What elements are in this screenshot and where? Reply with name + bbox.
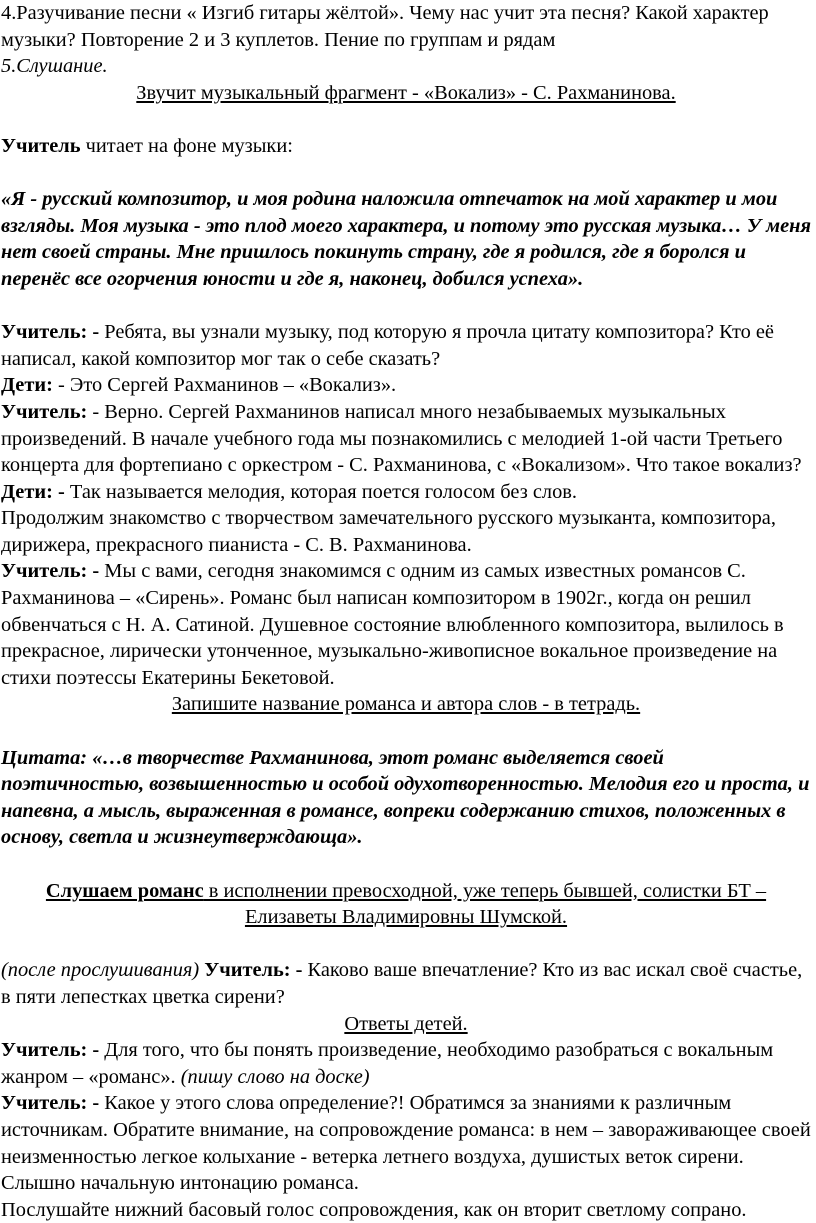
speaker-label: Учитель: -: [1, 560, 100, 583]
speech-text: - Это Сергей Рахманинов – «Вокализ».: [52, 374, 397, 397]
speaker-label: Учитель: -: [1, 321, 100, 344]
rachmaninov-quote: «Я - русский композитор, и моя родина наложила отпечаток на мой характер и мои взгляды. Моя музыка - это плод моего характера, и потому это русская музыка… У меня нет своей страны. Мне пришлось покинуть страну, где я родился, где я боролся и перенёс все огорчения юности и где я, наконец, добился успеха».: [1, 188, 811, 290]
teacher-answer-2: [1, 399, 811, 479]
board-note: (пишу слово на доске): [175, 1065, 370, 1088]
speaker-label: Дети:: [1, 374, 53, 397]
speaker-label: Учитель:: [1, 400, 88, 423]
listen-bold: Слушаем романс: [45, 879, 204, 902]
music-fragment-line: Звучит музыкальный фрагмент - «Вокализ» - С. Рахманинова.: [136, 81, 676, 104]
speech-text: Каково ваше впечатление? Кто из вас искал своё счастье, в пяти лепестках цветка сирени?: [1, 959, 803, 1008]
write-down-instruction: Запишите название романса и автора слов - в тетрадь.: [171, 693, 641, 716]
speech-text: - Верно. Сергей Рахманинов написал много незабываемых музыкальных произведений. В начале учебного года мы познакомились с мелодией 1-ой части Третьего концерта для фортепиано с оркестром - С. Рахманинова, с «Вокализом». Что такое вокализ?: [1, 400, 802, 477]
spacer: [1, 106, 811, 133]
children-answers-line: Ответы детей.: [344, 1012, 468, 1035]
teacher-genre-paragraph: [1, 1037, 811, 1090]
bass-voice-paragraph: Послушайте нижний басовый голос сопровождения, как он вторит светлому сопрано.: [1, 1198, 747, 1221]
teacher-question-1: [1, 319, 811, 372]
children-answer-1: [1, 372, 811, 399]
speech-text: Так называется мелодия, которая поется голосом без слов.: [64, 480, 578, 503]
teacher-reads-text: читает на фоне музыки:: [80, 134, 293, 157]
teacher-definition-paragraph: [1, 1090, 811, 1196]
listen-romance-line: [1, 878, 811, 931]
spacer: [1, 160, 811, 187]
spacer: [1, 931, 811, 958]
teacher-romance-intro: [1, 558, 811, 691]
speech-text: Какое у этого слова определение?! Обратимся за знаниями к различным источникам. Обратите внимание, на сопровождение романса: в нем – завораживающее своей неизменностью легкое колыхание - ветерка летнего воздуха, душистых веток сирени. Слышно начальную интонацию романса.: [1, 1092, 811, 1195]
children-answer-2: [1, 479, 811, 506]
speaker-label: Дети: -: [1, 480, 65, 503]
speaker-label: Учитель: -: [1, 1092, 100, 1115]
item-5-heading: 5.Слушание.: [1, 55, 108, 78]
listen-text: в исполнении превосходной, уже теперь бывшей, солистки БТ – Елизаветы Владимировны Шумской.: [203, 879, 767, 929]
speech-text: Ребята, вы узнали музыку, под которую я прочла цитату композитора? Кто её написал, какой композитор мог так о себе сказать?: [1, 321, 774, 370]
after-listening-note: (после прослушивания): [1, 959, 200, 982]
romance-quote: Цитата: «…в творчестве Рахманинова, этот романс выделяется своей поэтичностью, возвышенностью и особой одухотворенностью. Мелодия его и проста, и напевна, а мысль, выраженная в романсе, вопреки содержанию стихов, положенных в основу, светла и жизнеутверждающа».: [1, 746, 810, 849]
speaker-label: Учитель: -: [1, 1039, 100, 1062]
spacer: [1, 851, 811, 878]
spacer: [1, 293, 811, 320]
speaker-label: Учитель: -: [199, 959, 303, 982]
teacher-reads-paragraph: [1, 133, 811, 160]
spacer: [1, 718, 811, 745]
speech-text: Мы с вами, сегодня знакомимся с одним из самых известных романсов С. Рахманинова – «Сирень». Романс был написан композитором в 1902г., когда он решил обвенчаться с Н. А. Сатиной. Душевное состояние влюбленного композитора, вылилось в прекрасное, лирически утонченное, музыкально-живописное вокальное произведение на стихи поэтессы Екатерины Бекетовой.: [1, 560, 784, 689]
continue-paragraph: Продолжим знакомство с творчеством замечательного русского музыканта, композитора, дирижера, прекрасного пианиста - С. В. Рахманинова.: [1, 507, 776, 556]
speaker-label: Учитель: [1, 134, 81, 157]
speech-text: Для того, что бы понять произведение, необходимо разобраться с вокальным жанром – «романс».: [1, 1039, 774, 1088]
item-4-paragraph: 4.Разучивание песни « Изгиб гитары жёлтой». Чему нас учит эта песня? Какой характер музыки? Повторение 2 и 3 куплетов. Пение по группам и рядам: [1, 2, 769, 51]
after-listening-paragraph: [1, 957, 811, 1010]
